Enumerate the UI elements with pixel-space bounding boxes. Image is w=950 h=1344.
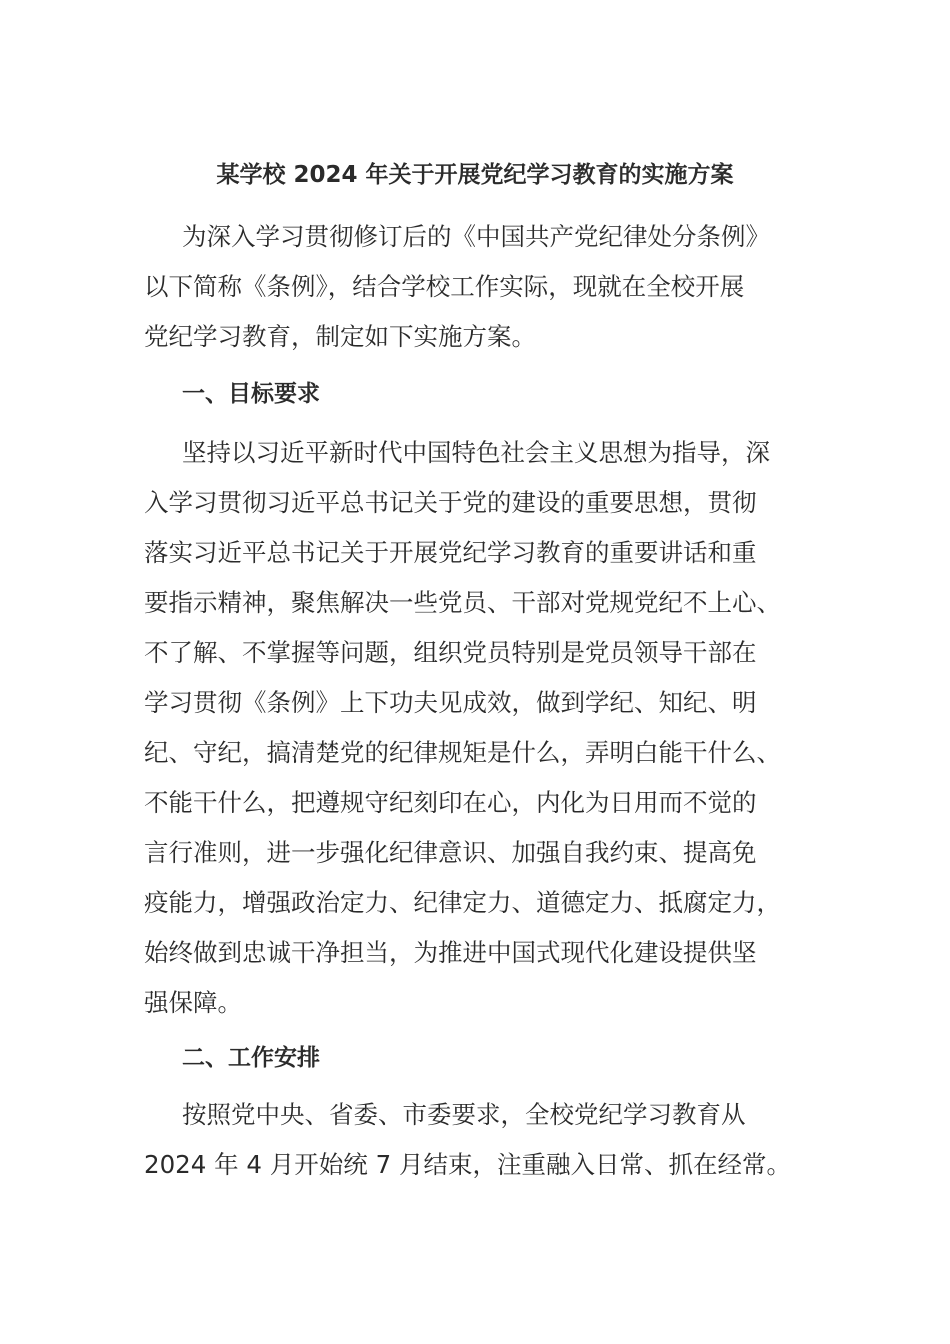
text-line: 不能干什么，把遵规守纪刻印在心，内化为日用而不觉的 [144,788,757,817]
section-heading-goals: 一、目标要求 [182,381,320,407]
text-line: 按照党中央、省委、市委要求，全校党纪学习教育从 [182,1100,746,1129]
text-line: 入学习贯彻习近平总书记关于党的建设的重要思想，贯彻 [144,488,757,517]
text-line: 学习贯彻《条例》上下功夫见成效，做到学纪、知纪、明 [144,688,757,717]
arrangement-paragraph [144,1090,810,1190]
text-line: 坚持以习近平新时代中国特色社会主义思想为指导，深 [182,438,770,467]
text-line: 始终做到忠诚干净担当，为推进中国式现代化建设提供坚 [144,938,757,967]
text-line: 2024 年 4 月开始统 7 月结束，注重融入日常、抓在经常。 [144,1150,791,1179]
text-line: 以下简称《条例》，结合学校工作实际，现就在全校开展 [144,272,745,301]
text-line: 党纪学习教育，制定如下实施方案。 [144,322,536,351]
text-line: 言行准则，进一步强化纪律意识、加强自我约束、提高免 [144,838,757,867]
document-title: 某学校 2024 年关于开展党纪学习教育的实施方案 [216,162,734,188]
text-line: 要指示精神，聚焦解决一些党员、干部对党规党纪不上心、 [144,588,781,617]
section-heading-arrangement: 二、工作安排 [182,1045,320,1071]
goals-paragraph [144,428,810,1028]
text-line: 落实习近平总书记关于开展党纪学习教育的重要讲话和重 [144,538,757,567]
text-line: 疫能力，增强政治定力、纪律定力、道德定力、抵腐定力， [144,888,781,917]
intro-paragraph [144,212,810,362]
text-line: 纪、守纪，搞清楚党的纪律规矩是什么，弄明白能干什么、 [144,738,781,767]
text-line: 不了解、不掌握等问题，组织党员特别是党员领导干部在 [144,638,757,667]
text-line: 强保障。 [144,988,242,1017]
text-line: 为深入学习贯彻修订后的《中国共产党纪律处分条例》 [182,222,770,251]
